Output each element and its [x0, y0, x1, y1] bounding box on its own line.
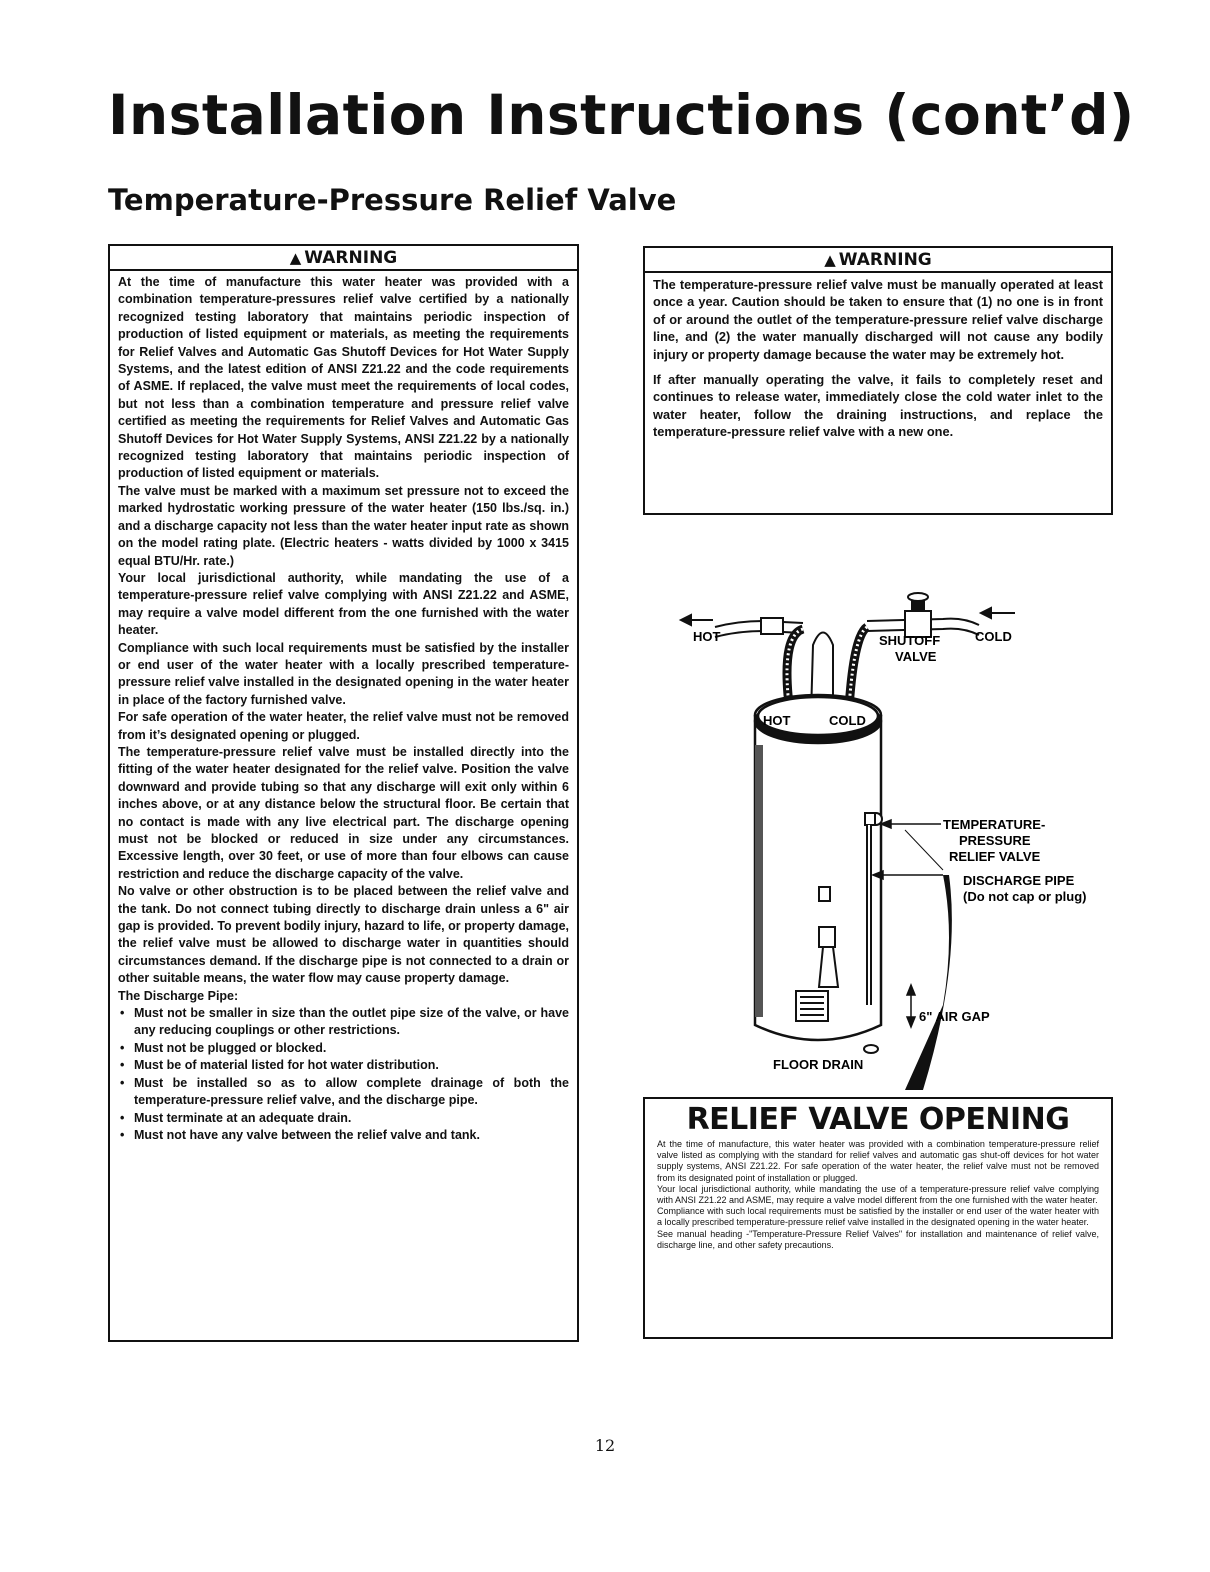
- cold-arrow-icon: [981, 608, 1015, 618]
- relief-valve-opening-box: [643, 1097, 1113, 1339]
- list-item: • Must not have any valve between the relief valve and tank.: [118, 1127, 569, 1144]
- shutoff-label-2: VALVE: [895, 649, 937, 664]
- warning-triangle-icon: ▲: [289, 249, 302, 267]
- paragraph: See manual heading -"Temperature-Pressure Relief Valves" for installation and maintenance of relief valve, discharge line, and other safety precautions.: [657, 1228, 1099, 1250]
- paragraph: Your local jurisdictional authority, while mandating the use of a temperature-pressure relief valve complying with ANSI Z21.22 and ASME, may require a valve model different from the one furnished with the water heater.: [118, 570, 569, 638]
- floor-drain-label: FLOOR DRAIN: [773, 1057, 864, 1072]
- discharge-leader: [905, 875, 952, 1090]
- paragraph: The temperature-pressure relief valve must be installed directly into the fitting of the water heater designated for the relief valve. Position the valve downward and provide tubing so that any discharge will exit only within 6 inches above, or at any distance below the structural floor. Be certain that no contact is made with any live electrical part. The discharge opening must not be blocked or reduced in size under any circumstances. Excessive length, over 30 feet, or use of more than four elbows can cause restriction and reduce the discharge capacity of the valve.: [118, 744, 569, 881]
- page-number: 12: [594, 1436, 616, 1455]
- tank-cold-label: COLD: [829, 713, 866, 728]
- label-leaders: [873, 820, 943, 1027]
- hot-label: HOT: [693, 629, 721, 644]
- paragraph: The temperature-pressure relief valve must be manually operated at least once a year. Caution should be taken to ensure that (1) no one is in front of or around the outlet of the temperature-pressure relief valve discharge line, and (2) the water manually discharged will not cause any bodily injury or property damage because the water may be extremely hot.: [653, 277, 1103, 362]
- discharge-pipe-heading: The Discharge Pipe:: [118, 988, 239, 1003]
- paragraph: Compliance with such local requirements must be satisfied by the installer or end user of the water heater with a locally prescribed temperature-pressure relief valve installed in the designated opening in the water heater.: [657, 1206, 1099, 1228]
- air-gap-label: 6" AIR GAP: [919, 1009, 990, 1024]
- page-title: Installation Instructions (cont’d): [108, 83, 1135, 147]
- paragraph: At the time of manufacture this water heater was provided with a combination temperature-pressures relief valve certified by a nationally recognized testing laboratory that maintains periodic inspection of production of listed equipment or materials, as meeting the requirements for Relief Valves and Automatic Gas Shutoff Devices for Hot Water Supply Systems, and the latest edition of ANSI Z21.22 and the code requirements of ASME. If replaced, the valve must meet the requirements of local codes, but not less than a combination temperature and pressure relief valve certified as meeting the requirements for Relief Valves and Automatic Gas Shutoff Devices for Hot Water Supply Systems, ANSI Z21.22 by a nationally recognized testing laboratory that maintains periodic inspection of production of listed equipment or materials.: [118, 275, 569, 481]
- warning-heading: WARNING: [304, 248, 398, 268]
- paragraph: For safe operation of the water heater, the relief valve must not be removed from it’s designated opening or plugged.: [118, 710, 569, 742]
- warning-triangle-icon: ▲: [824, 251, 836, 269]
- warning-body: [645, 273, 1111, 441]
- warning-box-right: [643, 246, 1113, 515]
- section-title: Temperature-Pressure Relief Valve: [108, 183, 677, 217]
- discharge-note: (Do not cap or plug): [963, 889, 1087, 904]
- shutoff-valve-icon: [905, 593, 931, 637]
- tp-label-2: PRESSURE: [959, 833, 1031, 848]
- tp-label-1: TEMPERATURE-: [943, 817, 1046, 832]
- floor-drain-icon: [864, 1045, 878, 1053]
- list-item: • Must be of material listed for hot water distribution.: [118, 1057, 569, 1074]
- paragraph: The valve must be marked with a maximum set pressure not to exceed the marked hydrostatic working pressure of the water heater (150 lbs./sq. in.) and a discharge capacity not less than the water heater input rate as shown on the model rating plate. (Electric heaters - watts divided by 1000 x 3415 equal BTU/Hr. rate.): [118, 483, 569, 568]
- water-heater-diagram: [643, 585, 1113, 1090]
- list-item: • Must not be plugged or blocked.: [118, 1040, 569, 1057]
- list-item: • Must be installed so as to allow complete drainage of both the temperature-pressure relief valve, and the discharge pipe.: [118, 1075, 569, 1110]
- warning-header: [110, 246, 577, 271]
- relief-title: RELIEF VALVE OPENING: [686, 1102, 1070, 1137]
- shutoff-label: SHUTOFF: [879, 633, 941, 648]
- paragraph: Your local jurisdictional authority, while mandating the use of a temperature-pressure relief valve complying with ANSI Z21.22 and ASME, may require a valve model different from the one furnished with the water heater.: [657, 1183, 1099, 1206]
- relief-body: [645, 1137, 1111, 1251]
- warning-box-left: [108, 244, 579, 1342]
- paragraph: If after manually operating the valve, it fails to completely reset and continues to release water, immediately close the cold water inlet to the water heater, follow the draining instructions, and replace the temperature-pressure relief valve with a new one.: [653, 372, 1103, 440]
- cold-label: COLD: [975, 629, 1012, 644]
- water-heater-tank: [755, 695, 881, 1040]
- tank-hot-label: HOT: [763, 713, 791, 728]
- tp-label-3: RELIEF VALVE: [949, 849, 1041, 864]
- hot-arrow-icon: [681, 615, 713, 625]
- warning-header: [645, 248, 1111, 273]
- list-item: • Must not be smaller in size than the outlet pipe size of the valve, or have any reducing couplings or other restrictions.: [118, 1005, 569, 1040]
- warning-body: [110, 271, 577, 1144]
- paragraph: No valve or other obstruction is to be placed between the relief valve and the tank. Do not connect tubing directly to discharge drain unless a 6" air gap is provided. To prevent bodily injury, hazard to life, or property damage, the relief valve must be allowed to discharge water in quantities should circumstances demand. If the discharge pipe is not connected to a drain or other suitable means, the water flow may cause property damage.: [118, 884, 569, 986]
- discharge-pipe-list: [118, 1005, 569, 1144]
- paragraph: At the time of manufacture, this water heater was provided with a combination temperature-pressure relief valve listed as complying with the standard for relief valves and automatic gas shut-off devices for hot water supply systems, ANSI Z21.22. For safe operation of the water heater, the relief valve must not be removed from its designated point of installation or plugged.: [657, 1139, 1099, 1183]
- discharge-label: DISCHARGE PIPE: [963, 873, 1075, 888]
- warning-heading: WARNING: [838, 250, 932, 270]
- paragraph: Compliance with such local requirements must be satisfied by the installer or end user of the water heater with a locally prescribed temperature-pressure relief valve installed in the designated opening in the water heater in place of the factory furnished valve.: [118, 640, 569, 707]
- list-item: • Must terminate at an adequate drain.: [118, 1110, 569, 1127]
